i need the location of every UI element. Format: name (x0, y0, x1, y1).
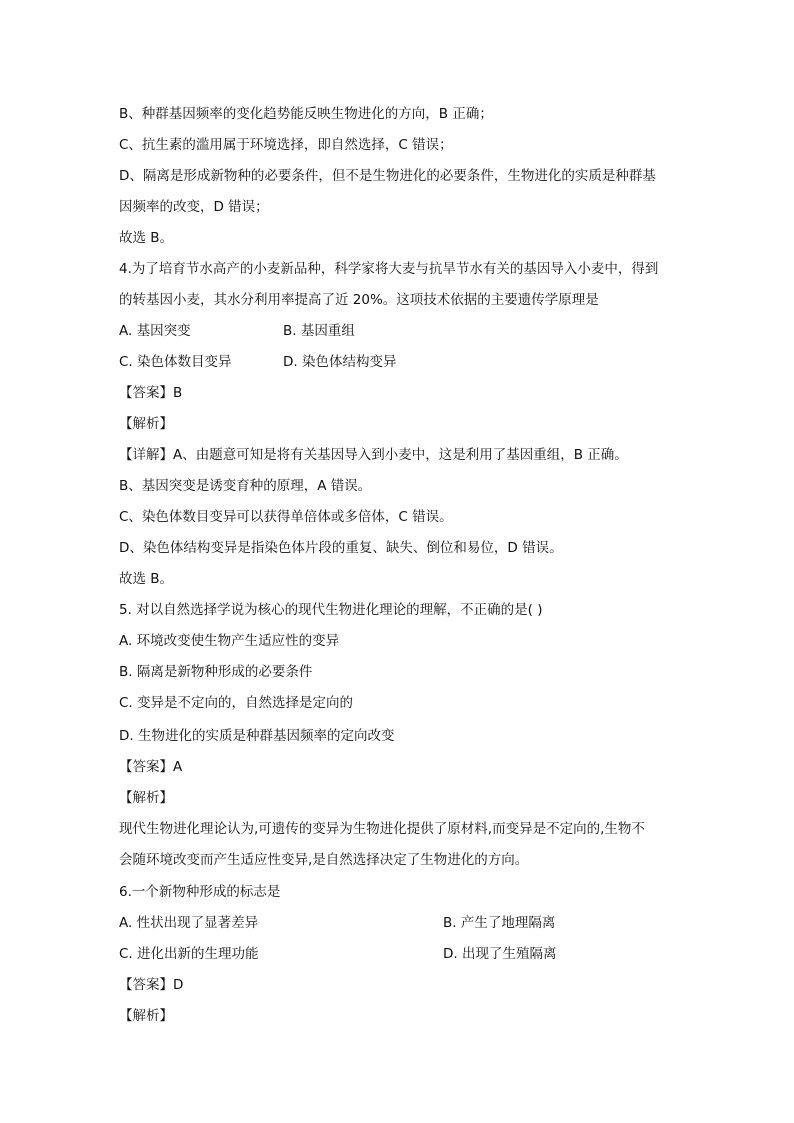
q4-option-b: B. 基因重组 (283, 323, 355, 339)
q5-analysis-heading: 【解析】 (119, 790, 173, 806)
q4-option-a: A. 基因突变 (119, 323, 191, 339)
q6-stem: 6.一个新物种形成的标志是 (119, 884, 281, 900)
q5-stem: 5. 对以自然选择学说为核心的现代生物进化理论的理解，不正确的是( ) (119, 602, 543, 618)
q4-explanation-d: D、染色体结构变异是指染色体片段的重复、缺失、倒位和易位，D 错误。 (119, 540, 563, 556)
q5-option-a: A. 环境改变使生物产生适应性的变异 (119, 633, 340, 649)
q5-option-d: D. 生物进化的实质是种群基因频率的定向改变 (119, 728, 395, 744)
q5-option-b: B. 隔离是新物种形成的必要条件 (119, 664, 313, 680)
q4-explanation-c: C、染色体数目变异可以获得单倍体或多倍体，C 错误。 (119, 509, 453, 525)
q6-answer: 【答案】D (119, 977, 184, 993)
explanation-line-d: D、隔离是形成新物种的必要条件，但不是生物进化的必要条件，生物进化的实质是种群基 (119, 168, 656, 184)
q6-option-c: C. 进化出新的生理功能 (119, 946, 259, 962)
conclusion-line: 故选 B。 (119, 230, 174, 246)
q4-detail: 【详解】A、由题意可知是将有关基因导入到小麦中，这是利用了基因重组，B 正确。 (119, 447, 628, 463)
q4-stem: 4.为了培育节水高产的小麦新品种，科学家将大麦与抗旱节水有关的基因导入小麦中，得到 (119, 261, 659, 277)
explanation-line-b: B、种群基因频率的变化趋势能反映生物进化的方向，B 正确； (119, 106, 493, 122)
q6-option-b: B. 产生了地理隔离 (443, 915, 556, 931)
q5-explanation: 现代生物进化理论认为,可遗传的变异为生物进化提供了原材料,而变异是不定向的,生物不 (119, 821, 645, 837)
q4-option-c: C. 染色体数目变异 (119, 354, 232, 370)
q6-analysis-heading: 【解析】 (119, 1008, 173, 1024)
q4-answer: 【答案】B (119, 385, 183, 401)
q4-conclusion: 故选 B。 (119, 571, 174, 587)
q6-option-a: A. 性状出现了显著差异 (119, 915, 259, 931)
explanation-line-d-cont: 因频率的改变，D 错误； (119, 199, 269, 215)
q5-explanation-cont: 会随环境改变而产生适应性变异,是自然选择决定了生物进化的方向。 (119, 852, 529, 868)
q6-option-d: D. 出现了生殖隔离 (443, 946, 557, 962)
q4-option-d: D. 染色体结构变异 (283, 354, 397, 370)
q5-answer: 【答案】A (119, 759, 183, 775)
q5-option-c: C. 变异是不定向的，自然选择是定向的 (119, 695, 354, 711)
q4-explanation-b: B、基因突变是诱变育种的原理，A 错误。 (119, 478, 372, 494)
explanation-line-c: C、抗生素的滥用属于环境选择，即自然选择，C 错误； (119, 137, 453, 153)
q4-stem-cont: 的转基因小麦，其水分利用率提高了近 20%。这项技术依据的主要遗传学原理是 (119, 292, 599, 308)
q4-analysis-heading: 【解析】 (119, 416, 173, 432)
